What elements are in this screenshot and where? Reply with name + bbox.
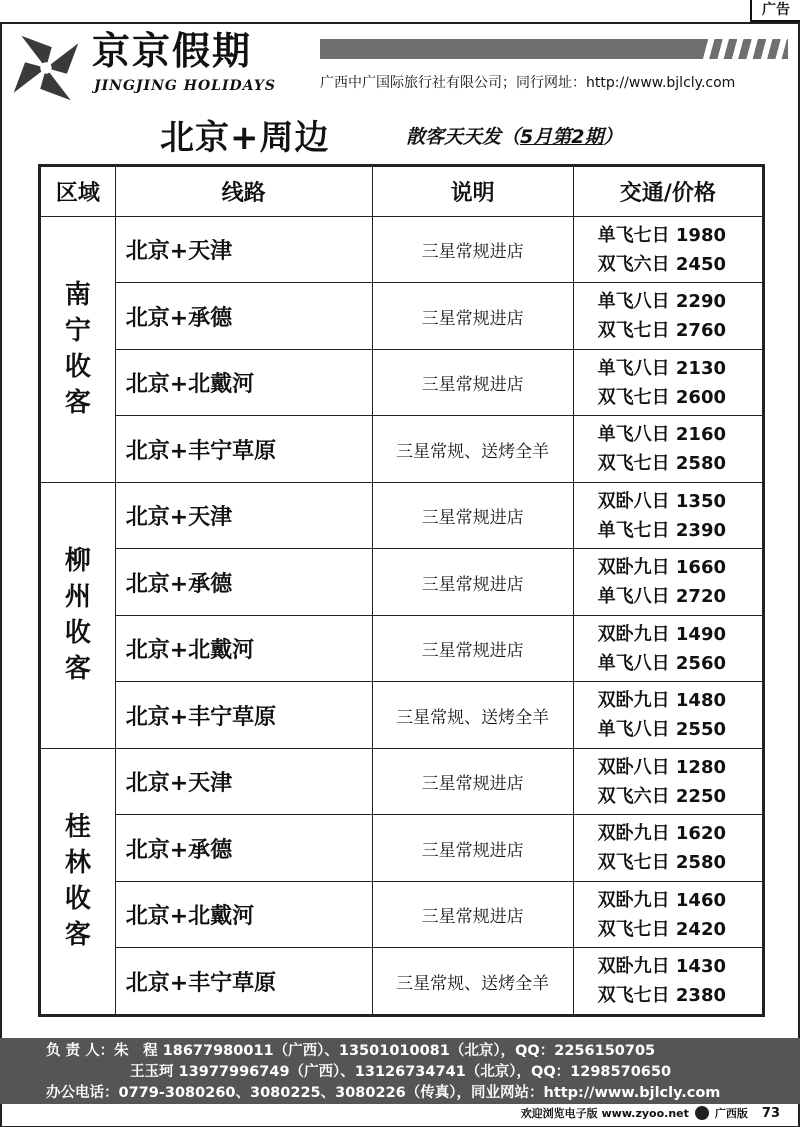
price-cell xyxy=(573,682,763,748)
region-char: 收 xyxy=(64,884,91,915)
table-row xyxy=(40,349,764,415)
contact-line-2: 王玉珂 13977996749（广西）、13126734741（北京），QQ：1298570650 xyxy=(130,1064,672,1080)
table-row xyxy=(40,682,764,748)
price-cell xyxy=(573,881,763,947)
note-cell: 三星常规进店 xyxy=(372,615,573,681)
table-row xyxy=(40,217,764,283)
table-row xyxy=(40,948,764,1016)
note-cell: 三星常规、送烤全羊 xyxy=(372,948,573,1016)
price-line: 双卧九日 1430 xyxy=(597,956,726,978)
table-row xyxy=(40,416,764,482)
price-line: 单飞七日 2390 xyxy=(597,519,726,541)
price-cell xyxy=(573,349,763,415)
route-cell: 北京+丰宁草原 xyxy=(115,416,372,482)
note-cell: 三星常规、送烤全羊 xyxy=(372,416,573,482)
region-cell xyxy=(40,217,116,483)
price-cell xyxy=(573,283,763,349)
header-region: 区域 xyxy=(40,166,116,217)
price-line: 单飞八日 2550 xyxy=(597,719,726,741)
price-line: 单飞八日 2560 xyxy=(597,652,726,674)
table-row xyxy=(40,283,764,349)
note-cell: 三星常规进店 xyxy=(372,283,573,349)
contact-line-3: 办公电话：0779-3080260、3080225、3080226（传真），同业网站：http://www.bjlcly.com xyxy=(46,1085,721,1101)
price-line: 双飞七日 2580 xyxy=(597,852,726,874)
region-char: 收 xyxy=(64,352,91,383)
note-cell: 三星常规进店 xyxy=(372,815,573,881)
route-cell: 北京+天津 xyxy=(115,482,372,548)
price-cell xyxy=(573,948,763,1016)
price-cell xyxy=(573,815,763,881)
header-price: 交通/价格 xyxy=(573,166,763,217)
price-line: 双飞七日 2760 xyxy=(597,320,726,342)
price-line: 单飞八日 2160 xyxy=(597,424,726,446)
ad-tag: 广告 xyxy=(750,0,800,22)
contact-footer xyxy=(0,1038,800,1104)
price-line: 双卧八日 1280 xyxy=(597,756,726,778)
region-char: 宁 xyxy=(64,316,91,347)
price-line: 双飞七日 2580 xyxy=(597,453,726,475)
price-line: 双飞七日 2600 xyxy=(597,386,726,408)
table-row xyxy=(40,881,764,947)
price-line: 单飞八日 2290 xyxy=(597,291,726,313)
price-line: 单飞八日 2130 xyxy=(597,357,726,379)
route-cell: 北京+北戴河 xyxy=(115,881,372,947)
table-row xyxy=(40,549,764,615)
region-char: 客 xyxy=(64,654,91,685)
note-cell: 三星常规进店 xyxy=(372,217,573,283)
region-char: 桂 xyxy=(64,812,91,843)
price-cell xyxy=(573,482,763,548)
region-char: 柳 xyxy=(64,546,91,577)
price-cell xyxy=(573,748,763,814)
route-cell: 北京+丰宁草原 xyxy=(115,948,372,1016)
pinwheel-logo-icon xyxy=(8,30,84,106)
route-cell: 北京+丰宁草原 xyxy=(115,682,372,748)
header-route: 线路 xyxy=(115,166,372,217)
price-line: 双卧九日 1620 xyxy=(597,823,726,845)
edition-label: 广西版 xyxy=(714,1107,748,1120)
price-line: 双卧九日 1660 xyxy=(597,557,726,579)
routes-body xyxy=(40,217,764,1016)
region-label xyxy=(41,277,115,421)
price-line: 双卧九日 1490 xyxy=(597,623,726,645)
price-cell xyxy=(573,615,763,681)
subtitle-prefix: 散客天天发（ xyxy=(406,126,521,148)
brand-name-en: JINGJING HOLIDAYS xyxy=(94,78,276,94)
region-char: 南 xyxy=(64,280,91,311)
route-cell: 北京+天津 xyxy=(115,217,372,283)
note-cell: 三星常规进店 xyxy=(372,881,573,947)
price-line: 单飞七日 1980 xyxy=(597,224,726,246)
table-header-row xyxy=(40,166,764,217)
header-note: 说明 xyxy=(372,166,573,217)
region-cell xyxy=(40,748,116,1015)
region-char: 州 xyxy=(64,582,91,613)
region-char: 林 xyxy=(64,848,91,879)
table-row xyxy=(40,615,764,681)
route-cell: 北京+天津 xyxy=(115,748,372,814)
header-stripe-fade xyxy=(700,39,788,59)
edition-badge-icon xyxy=(695,1106,709,1120)
region-label xyxy=(41,809,115,953)
contact-line-1: 负 责 人：朱 程 18677980011（广西）、13501010081（北京），QQ：2256150705 xyxy=(46,1043,656,1059)
page-number: 73 xyxy=(761,1105,780,1121)
region-cell xyxy=(40,482,116,748)
price-line: 双飞六日 2250 xyxy=(597,785,726,807)
region-char: 客 xyxy=(64,920,91,951)
route-cell: 北京+承德 xyxy=(115,815,372,881)
region-char: 客 xyxy=(64,388,91,419)
route-cell: 北京+承德 xyxy=(115,549,372,615)
price-line: 单飞八日 2720 xyxy=(597,586,726,608)
note-cell: 三星常规进店 xyxy=(372,549,573,615)
price-line: 双卧八日 1350 xyxy=(597,490,726,512)
page-title: 北京+周边 xyxy=(160,118,330,158)
routes-table xyxy=(38,164,765,1017)
welcome-text: 欢迎浏览电子版 www.zyoo.net xyxy=(520,1107,689,1120)
brand-name-cn: 京京假期 xyxy=(92,28,253,73)
region-label xyxy=(41,543,115,687)
page-bar xyxy=(521,1105,780,1121)
note-cell: 三星常规进店 xyxy=(372,482,573,548)
note-cell: 三星常规进店 xyxy=(372,349,573,415)
table-row xyxy=(40,748,764,814)
table-row xyxy=(40,482,764,548)
price-cell xyxy=(573,416,763,482)
table-row xyxy=(40,815,764,881)
route-cell: 北京+北戴河 xyxy=(115,349,372,415)
price-line: 双卧九日 1460 xyxy=(597,889,726,911)
subtitle-issue: 5月第2期 xyxy=(520,126,604,148)
price-cell xyxy=(573,217,763,283)
price-line: 双卧九日 1480 xyxy=(597,690,726,712)
region-char: 收 xyxy=(64,618,91,649)
price-line: 双飞六日 2450 xyxy=(597,253,726,275)
subtitle-suffix: ） xyxy=(603,126,623,148)
note-cell: 三星常规进店 xyxy=(372,748,573,814)
price-cell xyxy=(573,549,763,615)
page-subtitle xyxy=(406,122,622,149)
price-line: 双飞七日 2420 xyxy=(597,918,726,940)
note-cell: 三星常规、送烤全羊 xyxy=(372,682,573,748)
route-cell: 北京+北戴河 xyxy=(115,615,372,681)
route-cell: 北京+承德 xyxy=(115,283,372,349)
price-line: 双飞七日 2380 xyxy=(597,985,726,1007)
company-line: 广西中广国际旅行社有限公司；同行网址：http://www.bjlcly.com xyxy=(320,75,736,91)
